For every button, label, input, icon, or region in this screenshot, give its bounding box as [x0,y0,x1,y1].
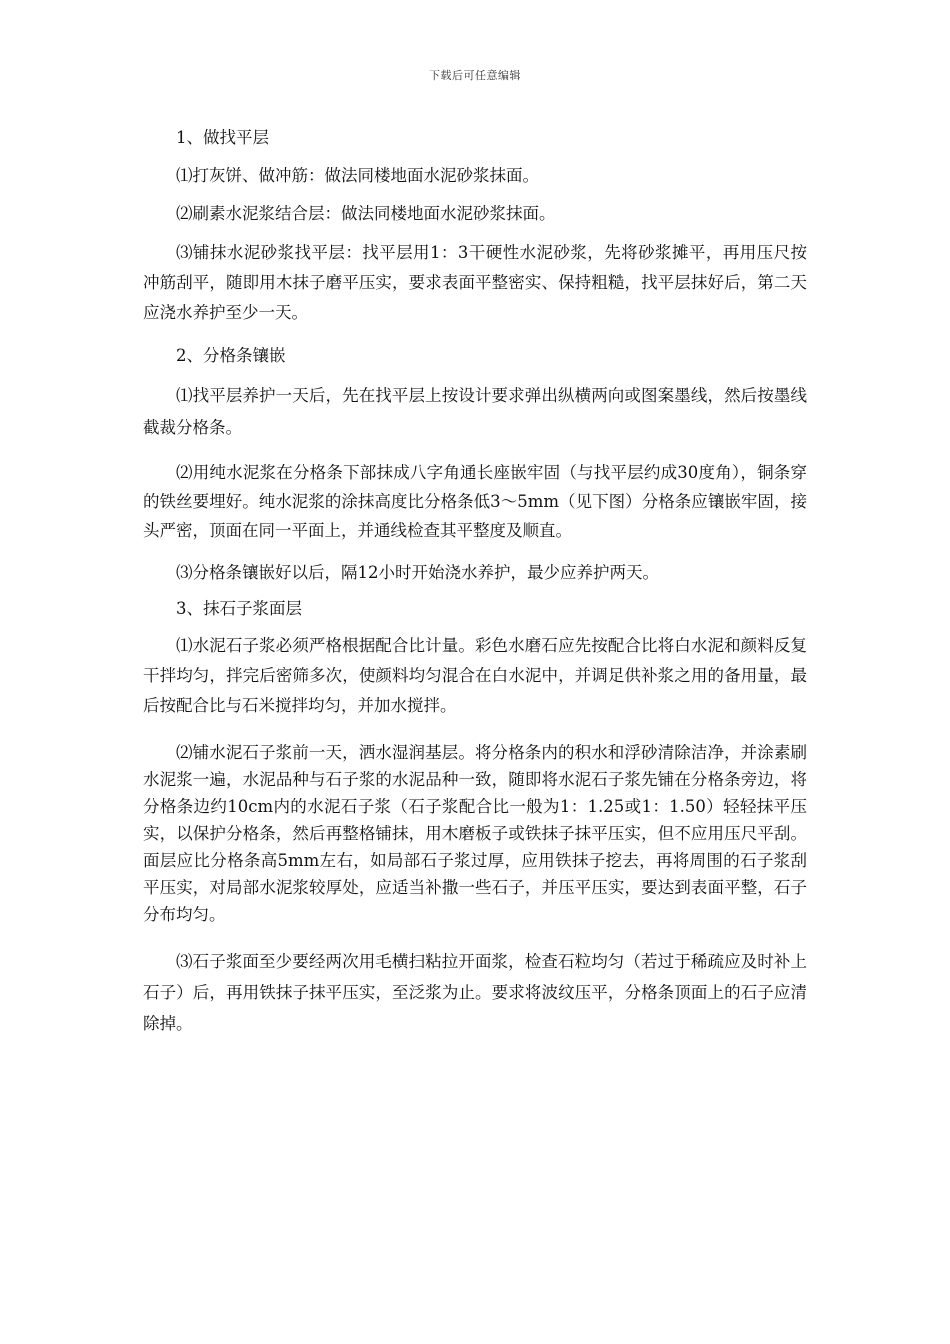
paragraph-3-2: ⑵铺水泥石子浆前一天，洒水湿润基层。将分格条内的积水和浮砂清除洁净，并涂素刷水泥浆一遍，水泥品种与石子浆的水泥品种一致，随即将水泥石子浆先铺在分格条旁边，将分格条边约10cm内的水泥石子浆（石子浆配合比一般为1：1.25或1：1.50）轻轻抹平压实，以保护分格条，然后再整格铺抹，用木磨板子或铁抹子抹平压实，但不应用压尺平刮。面层应比分格条高5mm左右，如局部石子浆过厚，应用铁抹子挖去，再将周围的石子浆刮平压实，对局部水泥浆较厚处，应适当补撒一些石子，并压平压实，要达到表面平整，石子分布均匀。 [143,743,807,924]
section-heading-2: 2、分格条镶嵌 [176,346,286,365]
paragraph-2-1: ⑴找平层养护一天后，先在找平层上按设计要求弹出纵横两向或图案墨线，然后按墨线截裁分格条。 [143,386,807,437]
paragraph-1-1: ⑴打灰饼、做冲筋：做法同楼地面水泥砂浆抹面。 [176,166,539,185]
paragraph-1-2: ⑵刷素水泥浆结合层：做法同楼地面水泥砂浆抹面。 [176,204,556,223]
header-note: 下载后可任意编辑 [429,69,521,82]
paragraph-3-1: ⑴水泥石子浆必须严格根据配合比计量。彩色水磨石应先按配合比将白水泥和颜料反复干拌均匀，拌完后密筛多次，使颜料均匀混合在白水泥中，并调足供补浆之用的备用量，最后按配合比与石米搅拌均匀，并加水搅拌。 [143,636,807,715]
paragraph-2-2: ⑵用纯水泥浆在分格条下部抹成八字角通长座嵌牢固（与找平层约成30度角），铜条穿的铁丝要埋好。纯水泥浆的涂抹高度比分格条低3～5mm（见下图）分格条应镶嵌牢固，接头严密，顶面在同一平面上，并通线检查其平整度及顺直。 [143,463,807,540]
paragraph-1-3: ⑶铺抹水泥砂浆找平层：找平层用1：3干硬性水泥砂浆，先将砂浆摊平，再用压尺按冲筋刮平，随即用木抹子磨平压实，要求表面平整密实、保持粗糙，找平层抹好后，第二天应浇水养护至少一天。 [143,243,807,322]
section-heading-1: 1、做找平层 [176,128,269,147]
paragraph-3-3: ⑶石子浆面至少要经两次用毛横扫粘拉开面浆，检查石粒均匀（若过于稀疏应及时补上石子）后，再用铁抹子抹平压实，至泛浆为止。要求将波纹压平，分格条顶面上的石子应清除掉。 [143,952,807,1033]
document-body [143,124,807,1039]
section-heading-3: 3、抹石子浆面层 [176,599,302,618]
paragraph-2-3: ⑶分格条镶嵌好以后，隔12小时开始浇水养护，最少应养护两天。 [176,563,659,582]
